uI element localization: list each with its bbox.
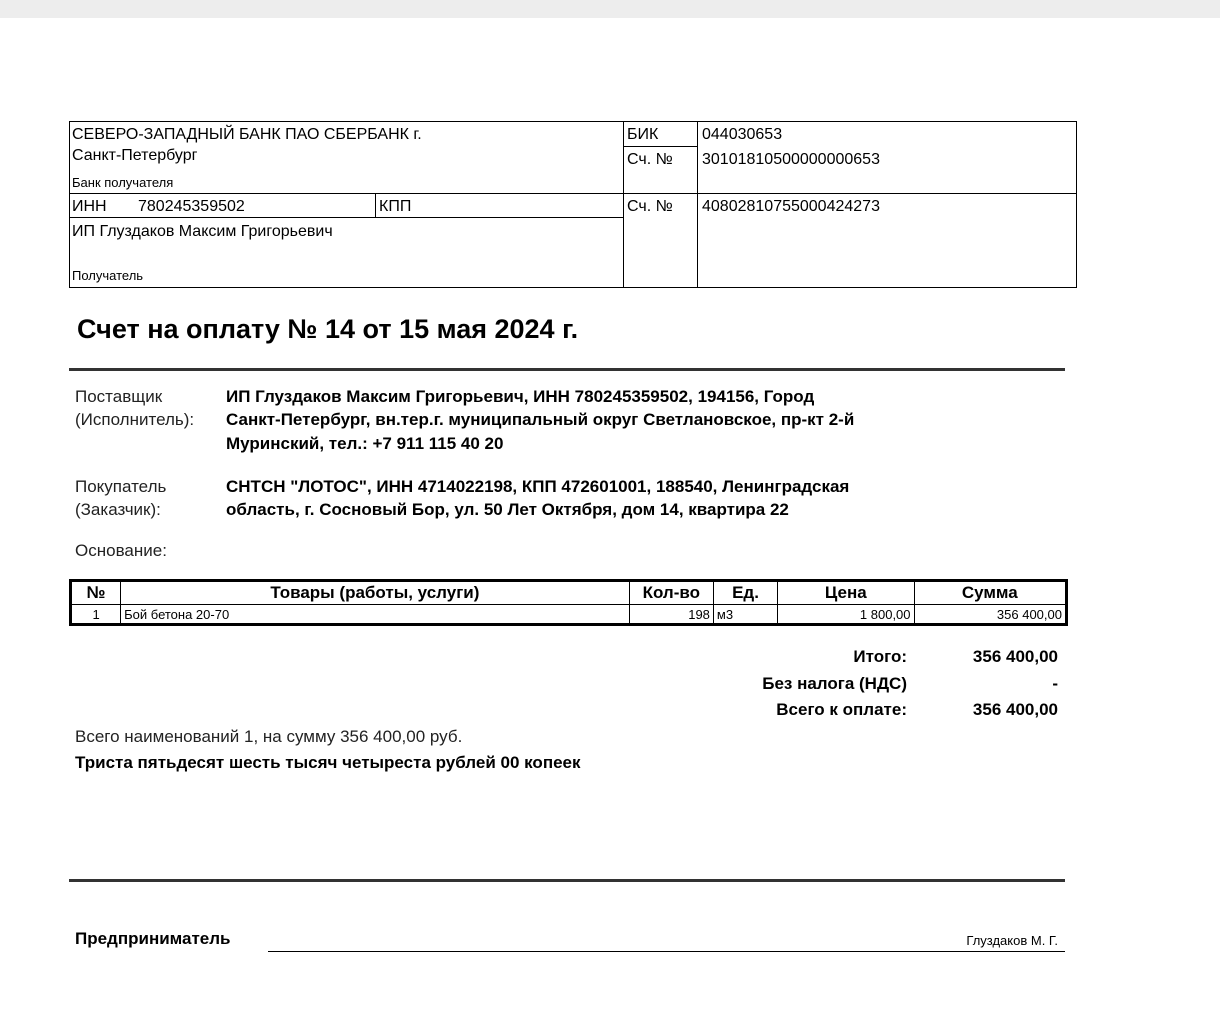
kpp-label: КПП — [379, 198, 412, 215]
inn-value: 780245359502 — [138, 198, 245, 215]
invoice-title: Счет на оплату № 14 от 15 мая 2024 г. — [77, 314, 579, 344]
supplier-line-1: ИП Глуздаков Максим Григорьевич, ИНН 780245359502, 194156, Город — [226, 387, 815, 406]
row-name: Бой бетона 20-70 — [121, 605, 630, 625]
supplier-line-2: Санкт-Петербург, вн.тер.г. муниципальный округ Светлановское, пр-кт 2-й — [226, 410, 855, 429]
row-sum: 356 400,00 — [914, 605, 1066, 625]
account-value: 40802810755000424273 — [702, 198, 880, 215]
signature-divider — [69, 879, 1065, 882]
basis-label: Основание: — [75, 541, 167, 560]
bank-name-line1: СЕВЕРО-ЗАПАДНЫЙ БАНК ПАО СБЕРБАНК г. — [72, 126, 422, 143]
header-qty: Кол-во — [629, 581, 713, 605]
row-num: 1 — [71, 605, 121, 625]
total-value: 356 400,00 — [972, 647, 1058, 666]
supplier-label-2: (Исполнитель): — [75, 410, 195, 429]
bik-label: БИК — [627, 126, 659, 143]
vat-value: - — [1052, 674, 1058, 693]
bank-name-line2: Санкт-Петербург — [72, 147, 198, 164]
buyer-line-2: область, г. Сосновый Бор, ул. 50 Лет Октября, дом 14, квартира 22 — [226, 500, 789, 519]
due-value: 356 400,00 — [972, 700, 1058, 719]
row-price: 1 800,00 — [778, 605, 914, 625]
vat-label: Без налога (НДС) — [762, 674, 907, 693]
signature-name: Глуздаков М. Г. — [966, 933, 1058, 948]
row-qty: 198 — [629, 605, 713, 625]
buyer-label-2: (Заказчик): — [75, 500, 161, 519]
account-label: Сч. № — [627, 198, 673, 215]
total-label: Итого: — [853, 647, 907, 666]
buyer-label-1: Покупатель — [75, 477, 167, 496]
row-unit: м3 — [713, 605, 777, 625]
title-divider — [69, 368, 1065, 371]
header-num: № — [71, 581, 121, 605]
signature-label: Предприниматель — [75, 929, 231, 948]
supplier-line-3: Муринский, тел.: +7 911 115 40 20 — [226, 434, 504, 453]
items-table — [69, 579, 1068, 626]
buyer-line-1: СНТСН "ЛОТОС", ИНН 4714022198, КПП 472601001, 188540, Ленинградская — [226, 477, 850, 496]
header-unit: Ед. — [713, 581, 777, 605]
amount-in-words: Триста пятьдесят шесть тысяч четыреста рублей 00 копеек — [75, 753, 581, 772]
viewer-top-bar — [0, 0, 1220, 18]
header-goods: Товары (работы, услуги) — [121, 581, 630, 605]
bank-caption: Банк получателя — [72, 175, 174, 190]
header-price: Цена — [778, 581, 914, 605]
recipient-caption: Получатель — [72, 268, 144, 283]
bank-details-table — [69, 121, 1077, 288]
signature-line — [268, 951, 1065, 952]
table-row — [71, 605, 1067, 625]
recipient-name: ИП Глуздаков Максим Григорьевич — [72, 223, 333, 240]
corr-account-value: 30101810500000000653 — [702, 151, 880, 168]
bik-value: 044030653 — [702, 126, 783, 143]
corr-account-label: Сч. № — [627, 151, 673, 168]
supplier-label-1: Поставщик — [75, 387, 163, 406]
inn-label: ИНН — [72, 198, 107, 215]
summary-line: Всего наименований 1, на сумму 356 400,00 руб. — [75, 727, 463, 746]
header-sum: Сумма — [914, 581, 1066, 605]
due-label: Всего к оплате: — [776, 700, 907, 719]
table-header-row — [71, 581, 1067, 605]
